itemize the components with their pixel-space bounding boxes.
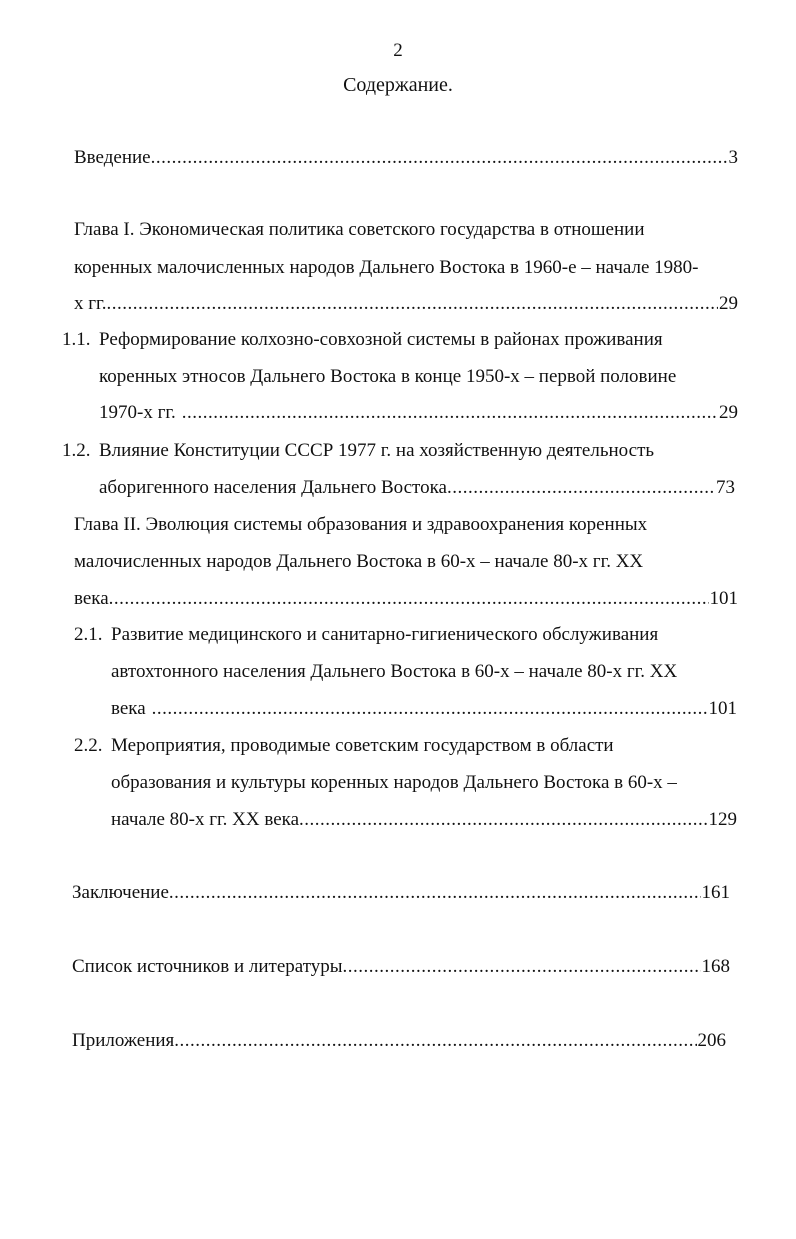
toc-page: 168 xyxy=(701,956,730,977)
toc-leader-dots xyxy=(109,587,709,611)
toc-entry-section-2-1-end xyxy=(111,697,737,721)
toc-label: Введение xyxy=(74,147,151,168)
toc-page: 161 xyxy=(701,882,730,903)
toc-page: 101 xyxy=(708,698,737,719)
toc-leader-dots xyxy=(299,808,707,832)
toc-page: 29 xyxy=(719,402,738,423)
toc-entry-section-2-1-line-2: автохтонного населения Дальнего Востока в 60-х – начале 80-х гг. XX xyxy=(111,661,678,682)
toc-label: начале 80-х гг. XX века xyxy=(111,809,300,830)
toc-page: 29 xyxy=(719,293,738,314)
toc-entry-section-1-2-line-1: Влияние Конституции СССР 1977 г. на хозяйственную деятельность xyxy=(99,440,655,461)
toc-leader-dots xyxy=(343,955,701,979)
toc-entry-chapter-1-line-1: Глава I. Экономическая политика советского государства в отношении xyxy=(74,219,645,240)
toc-entry-conclusion xyxy=(72,881,730,905)
toc-entry-appendix xyxy=(72,1029,726,1053)
toc-entry-chapter-1-line-2: коренных малочисленных народов Дальнего Востока в 1960-е – начале 1980- xyxy=(74,257,699,278)
toc-label: Заключение xyxy=(72,882,169,903)
toc-entry-chapter-2-line-2: малочисленных народов Дальнего Востока в 60-х – начале 80-х гг. XX xyxy=(74,551,644,572)
toc-entry-chapter-2-end xyxy=(74,587,738,611)
toc-label: аборигенного населения Дальнего Востока xyxy=(99,477,447,498)
toc-entry-section-1-1-line-1: Реформирование колхозно-совхозной системы в районах проживания xyxy=(99,329,663,350)
toc-leader-dots xyxy=(106,292,718,316)
toc-entry-intro xyxy=(74,146,738,170)
toc-leader-dots xyxy=(174,1029,696,1053)
toc-leader-dots xyxy=(169,881,701,905)
toc-entry-section-2-2-line-1: Мероприятия, проводимые советским государством в области xyxy=(111,735,614,756)
toc-page: 101 xyxy=(709,588,738,609)
toc-entry-chapter-2-line-1: Глава II. Эволюция системы образования и здравоохранения коренных xyxy=(74,514,648,535)
toc-label: Список источников и литературы xyxy=(72,956,343,977)
page-title: Содержание. xyxy=(343,74,453,96)
toc-entry-section-2-2-end xyxy=(111,808,737,832)
toc-label: века xyxy=(74,588,109,609)
toc-page: 73 xyxy=(716,477,735,498)
toc-section-number: 1.1. xyxy=(62,329,91,350)
toc-label: х гг. xyxy=(74,293,107,314)
toc-entry-section-1-2-end xyxy=(99,476,735,500)
toc-entry-section-2-2-line-2: образования и культуры коренных народов Дальнего Востока в 60-х – xyxy=(111,772,677,793)
toc-label: Приложения xyxy=(72,1030,175,1051)
toc-label: 1970-х гг. xyxy=(99,402,176,423)
toc-leader-dots xyxy=(176,401,718,425)
toc-section-number: 1.2. xyxy=(62,440,91,461)
toc-section-number: 2.2. xyxy=(74,735,103,756)
toc-label: века xyxy=(111,698,146,719)
toc-entry-chapter-1-end xyxy=(74,292,738,316)
toc-leader-dots xyxy=(151,146,728,170)
toc-entry-section-2-1-line-1: Развитие медицинского и санитарно-гигиенического обслуживания xyxy=(111,624,659,645)
toc-page: 3 xyxy=(728,147,738,168)
toc-leader-dots xyxy=(146,697,708,721)
page-number: 2 xyxy=(393,40,403,61)
toc-entry-section-1-1-end xyxy=(99,401,738,425)
toc-leader-dots xyxy=(447,476,715,500)
toc-page: 206 xyxy=(697,1030,726,1051)
toc-entry-sources xyxy=(72,955,730,979)
toc-section-number: 2.1. xyxy=(74,624,103,645)
toc-entry-section-1-1-line-2: коренных этносов Дальнего Востока в конце 1950-х – первой половине xyxy=(99,366,677,387)
toc-page: 129 xyxy=(708,809,737,830)
